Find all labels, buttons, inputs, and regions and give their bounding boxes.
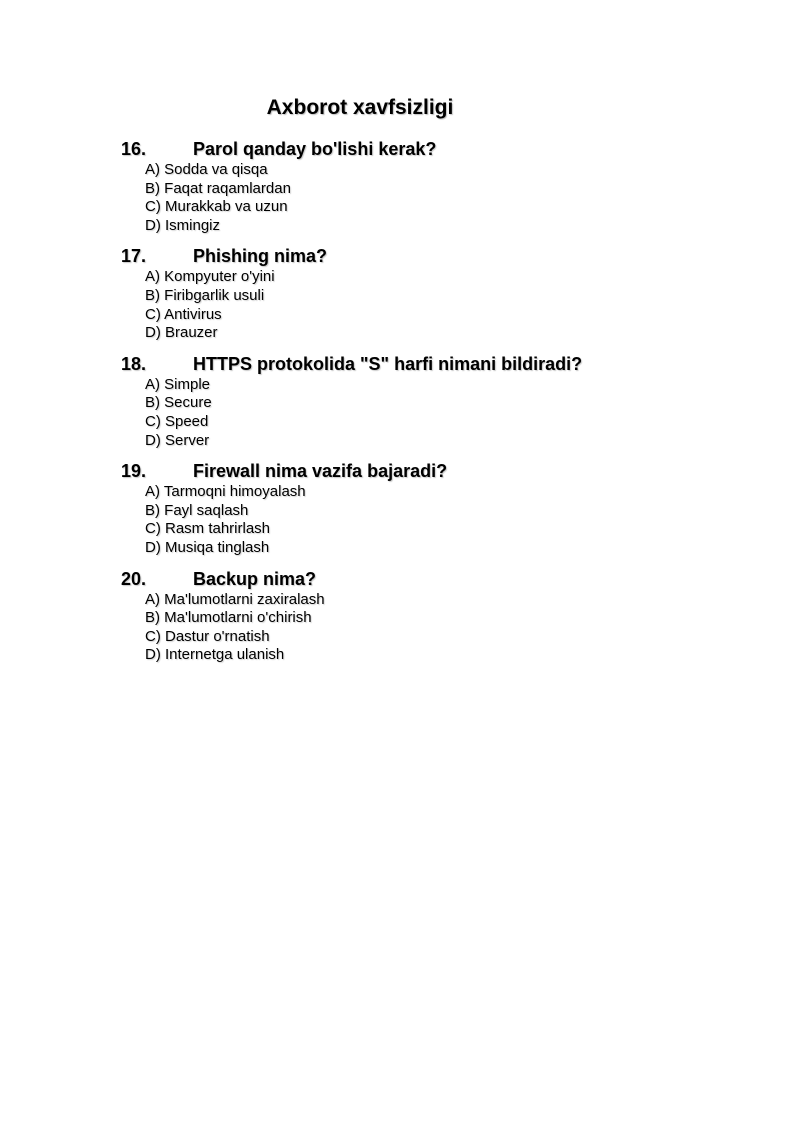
- answer-option-a: A) Tarmoqni himoyalash: [145, 483, 306, 501]
- question-text: Phishing nima?: [193, 246, 328, 267]
- question-heading: [121, 567, 741, 591]
- question-20: [121, 567, 741, 665]
- page-title: Axborot xavfsizligi: [266, 96, 454, 119]
- answer-options: [121, 591, 741, 665]
- answer-option-a: A) Sodda va qisqa: [145, 161, 268, 178]
- answer-option-a: A) Ma'lumotlarni zaxiralash: [145, 590, 325, 608]
- question-number: 20.: [121, 568, 147, 589]
- answer-option-a: A) Kompyuter o'yini: [145, 268, 275, 286]
- question-text: Parol qanday bo'lishi kerak?: [193, 139, 437, 159]
- answer-option-b: B) Fayl saqlash: [145, 501, 249, 519]
- answer-options: [121, 376, 741, 450]
- answer-option-b: B) Faqat raqamlardan: [145, 179, 291, 197]
- question-18: [121, 352, 741, 450]
- answer-option-c: C) Speed: [145, 412, 209, 430]
- question-heading: [121, 459, 741, 483]
- answer-option-b: B) Ma'lumotlarni o'chirish: [145, 609, 312, 627]
- answer-option-b: B) Firibgarlik usuli: [145, 286, 265, 304]
- answer-option-d: D) Internetga ulanish: [145, 646, 285, 664]
- question-heading: [121, 352, 741, 376]
- question-19: [121, 459, 741, 557]
- answer-option-d: D) Brauzer: [145, 324, 218, 342]
- question-number: 17.: [121, 246, 147, 267]
- question-text: Firewall nima vazifa bajaradi?: [193, 461, 448, 482]
- question-list: [121, 137, 741, 674]
- answer-options: [121, 161, 741, 235]
- answer-option-d: D) Musiqa tinglash: [145, 538, 270, 556]
- question-heading: [121, 244, 741, 268]
- answer-option-d: D) Server: [145, 431, 210, 449]
- answer-option-d: D) Ismingiz: [145, 216, 221, 234]
- question-16: [121, 137, 741, 235]
- answer-option-c: C) Rasm tahrirlash: [145, 520, 271, 538]
- question-17: [121, 244, 741, 342]
- answer-options: [121, 483, 741, 557]
- question-text: HTTPS protokolida "S" harfi nimani bildiradi?: [193, 353, 583, 374]
- question-text: Backup nima?: [193, 568, 317, 589]
- answer-option-c: C) Murakkab va uzun: [145, 198, 288, 216]
- question-heading: [121, 137, 741, 161]
- answer-options: [121, 268, 741, 342]
- answer-option-a: A) Simple: [145, 375, 211, 393]
- answer-option-b: B) Secure: [145, 394, 212, 412]
- answer-option-c: C) Antivirus: [145, 305, 222, 323]
- question-number: 19.: [121, 461, 147, 482]
- question-number: 16.: [121, 139, 147, 159]
- question-number: 18.: [121, 353, 147, 374]
- answer-option-c: C) Dastur o'rnatish: [145, 627, 270, 645]
